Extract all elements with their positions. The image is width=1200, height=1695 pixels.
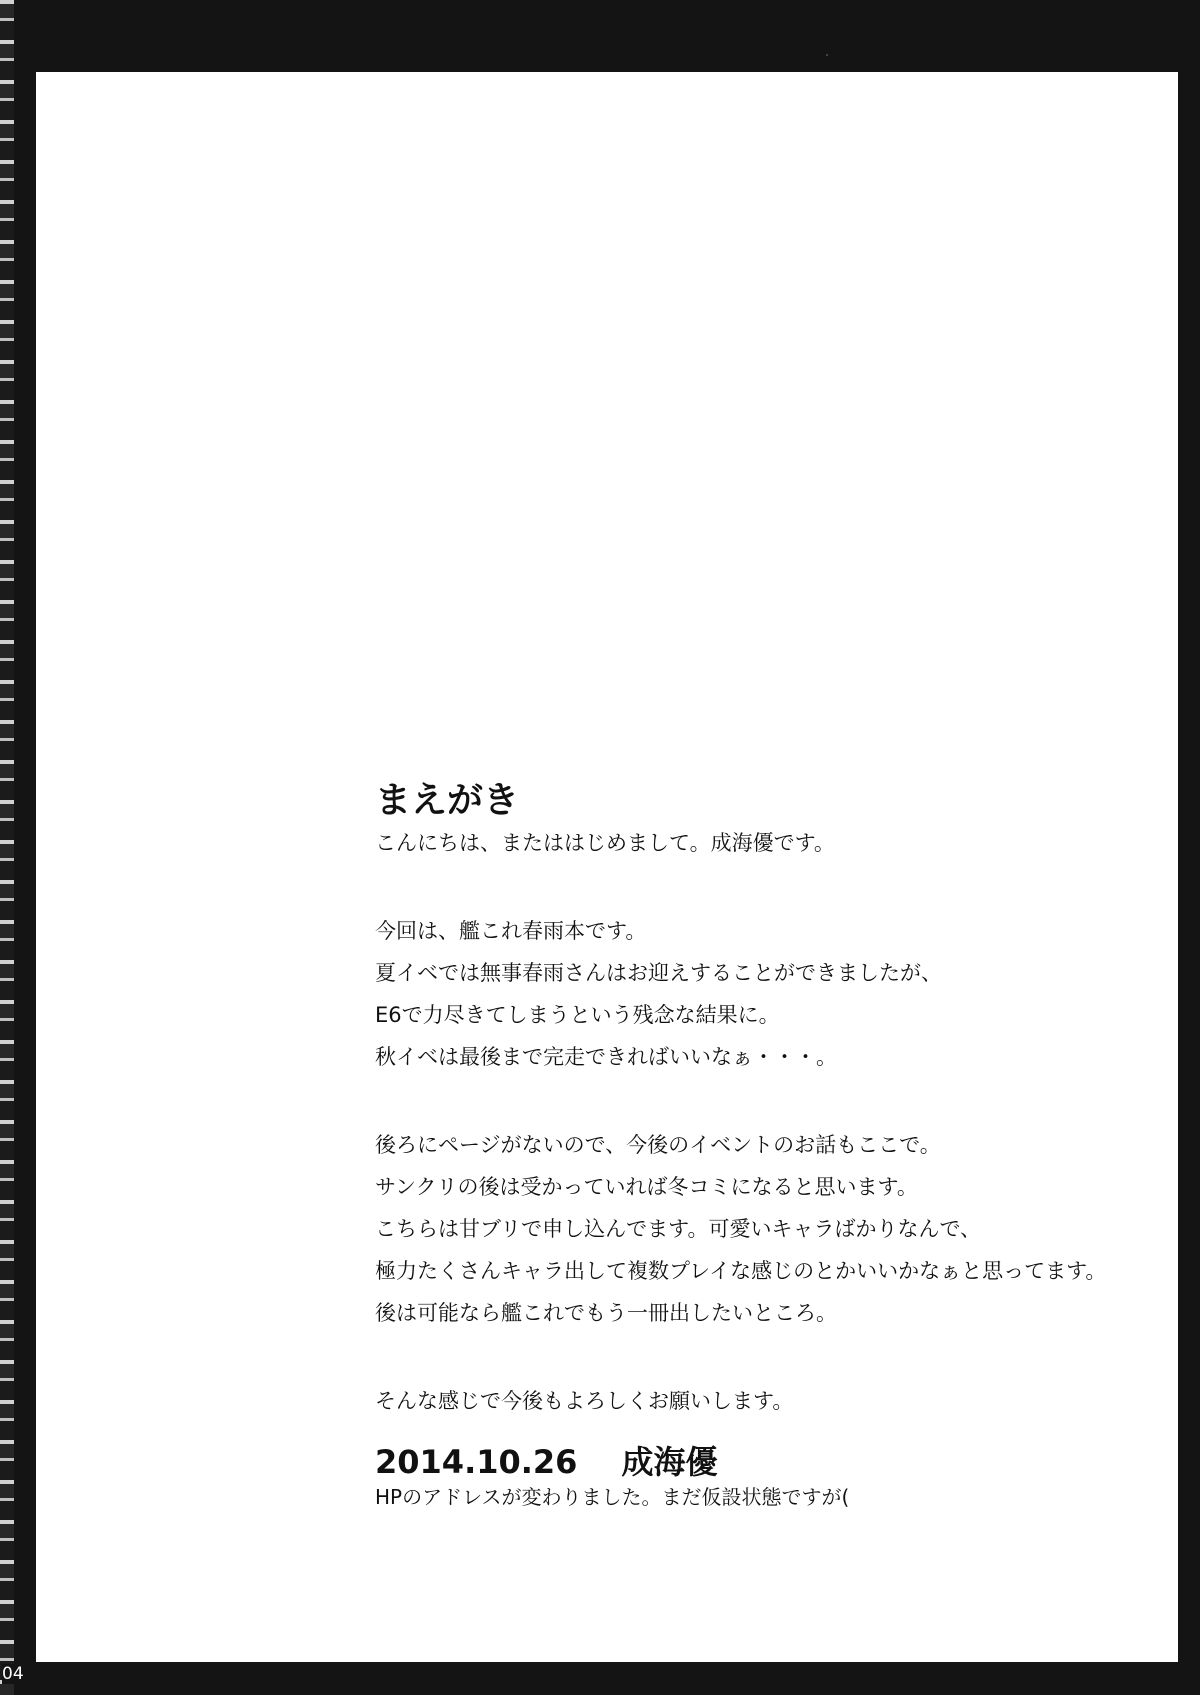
scan-speck: [826, 54, 828, 56]
afterword-heading: まえがき: [375, 780, 520, 821]
text-line: 後ろにページがないので、今後のイベントのお話もここで。: [375, 1133, 941, 1157]
text-line: 極力たくさんキャラ出して複数プレイな感じのとかいいかなぁと思ってます。: [375, 1259, 1107, 1283]
text-line: 今回は、艦これ春雨本です。: [375, 919, 647, 943]
text-line: 夏イベでは無事春雨さんはお迎えすることができましたが、: [375, 961, 942, 985]
text-line: 後は可能なら艦これでもう一冊出したいところ。: [375, 1301, 837, 1325]
signature: [375, 1442, 1155, 1482]
closing-line: そんな感じで今後もよろしくお願いします。: [375, 1389, 794, 1413]
signature-name: 成海優: [621, 1443, 718, 1481]
text-line: 秋イベは最後まで完走できればいいなぁ・・・。: [375, 1045, 837, 1069]
signature-date: 2014.10.26: [375, 1443, 578, 1481]
text-line: サンクリの後は受かっていれば冬コミになると思います。: [375, 1175, 918, 1199]
greeting-line: こんにちは、またははじめまして。成海優です。: [375, 831, 835, 855]
paragraph-gap: [375, 864, 1155, 910]
text-line: E6で力尽きてしまうという残念な結果に。: [375, 1003, 780, 1027]
paragraph-gap: [375, 1334, 1155, 1380]
page-number: 04: [2, 1664, 24, 1684]
scan-binding-edge: [0, 0, 14, 1695]
paragraph-gap: [375, 1078, 1155, 1124]
paragraph-1: [375, 910, 1155, 1078]
paragraph-2: [375, 1124, 1155, 1334]
homepage-note: HPのアドレスが変わりました。まだ仮設状態ですが(: [375, 1485, 850, 1509]
afterword-block: [375, 780, 1155, 1512]
text-line: こちらは甘ブリで申し込んでます。可愛いキャラばかりなんで、: [375, 1217, 982, 1241]
